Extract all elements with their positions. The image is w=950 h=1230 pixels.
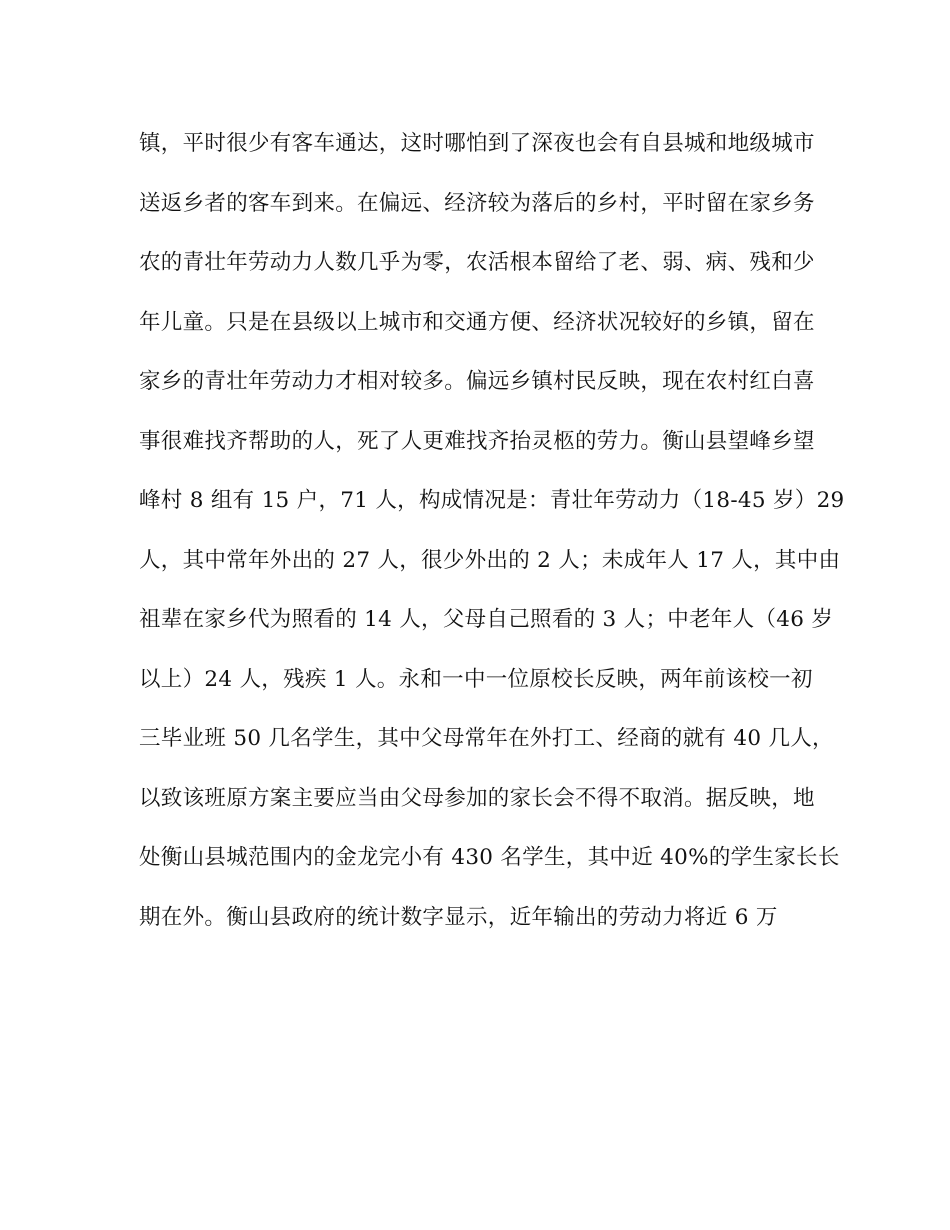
text-line-9: 祖辈在家乡代为照看的 14 人，父母自己照看的 3 人；中老年人（46 岁 (139, 607, 834, 632)
text-line-14: 期在外。衡山县政府的统计数字显示，近年输出的劳动力将近 6 万 (139, 904, 778, 930)
text-line-13: 处衡山县城范围内的金龙完小有 430 名学生，其中近 40%的学生家长长 (139, 845, 840, 870)
text-line-6: 事很难找齐帮助的人，死了人更难找齐抬灵柩的劳力。衡山县望峰乡望 (139, 428, 815, 454)
text-line-2: 送返乡者的客车到来。在偏远、经济较为落后的乡村，平时留在家乡务 (139, 190, 815, 216)
text-line-7: 峰村 8 组有 15 户，71 人，构成情况是：青壮年劳动力（18-45 岁）29 (139, 488, 845, 513)
text-line-1: 镇，平时很少有客车通达，这时哪怕到了深夜也会有自县城和地级城市 (139, 131, 815, 156)
body-text (139, 126, 845, 959)
text-line-3: 农的青壮年劳动力人数几乎为零，农活根本留给了老、弱、病、残和少 (139, 250, 815, 275)
text-line-8: 人，其中常年外出的 27 人，很少外出的 2 人；未成年人 17 人，其中由 (139, 547, 841, 573)
text-line-10: 以上）24 人，残疾 1 人。永和一中一位原校长反映，两年前该校一初 (139, 666, 813, 692)
text-line-11: 三毕业班 50 几名学生，其中父母常年在外打工、经商的就有 40 几人， (139, 726, 834, 751)
text-line-5: 家乡的青壮年劳动力才相对较多。偏远乡镇村民反映，现在农村红白喜 (139, 369, 815, 394)
text-line-12: 以致该班原方案主要应当由父母参加的家长会不得不取消。据反映，地 (139, 785, 815, 811)
text-line-4: 年儿童。只是在县级以上城市和交通方便、经济状况较好的乡镇，留在 (139, 309, 815, 335)
